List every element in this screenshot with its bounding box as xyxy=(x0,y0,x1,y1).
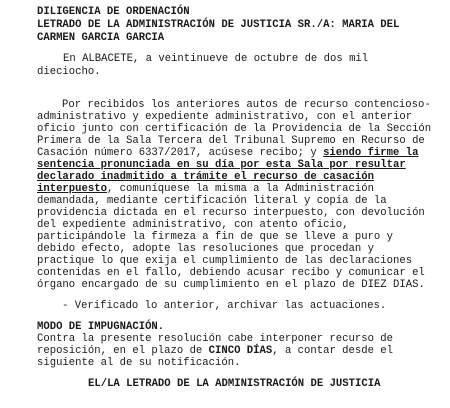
deadline-text: CINCO DÍAS xyxy=(208,345,273,357)
body-line: Por recibidos los anteriores autos de recurso contencioso- xyxy=(62,99,431,111)
body-text: Casación número 6337/2017, acúsese recibo; y xyxy=(37,147,324,159)
impugnacion-line: Contra la presente resolución cabe interponer recurso de xyxy=(37,333,394,345)
body-line: órgano encargado de su cumplimiento en el plazo de DIEZ DIAS. xyxy=(37,279,425,291)
impugnacion-text: , a contar desde el xyxy=(272,345,394,357)
body-line: debido efecto, adopte las resoluciones que procedan y xyxy=(37,243,374,255)
body-line xyxy=(37,147,418,160)
body-line: administrativo y expediente administrativo, con el anterior xyxy=(37,111,413,123)
body-line xyxy=(37,183,374,196)
body-line: contenidas en el fallo, debiendo acusar recibo y comunicar el xyxy=(37,267,425,279)
heading-line-3: CARMEN GARCIA GARCIA xyxy=(37,32,165,44)
date-line-2: dieciocho. xyxy=(37,66,101,78)
signature-line: EL/LA LETRADO DE LA ADMINISTRACIÓN DE JUSTICIA xyxy=(88,378,381,390)
highlighted-text: interpuesto xyxy=(37,183,107,195)
highlighted-text: sentencia pronunciada en su día por esta Sala por resultar xyxy=(37,159,406,171)
impugnacion-line xyxy=(37,345,393,358)
body-line: providencia dictada en el recurso interpuesto, con devolución xyxy=(37,207,425,219)
body-line: participándole la firmeza a fin de que se lleve a puro y xyxy=(37,231,394,243)
verified-note: - Verificado lo anterior, archivar las actuaciones. xyxy=(62,300,387,312)
impugnacion-line: siguiente al de su notificación. xyxy=(37,357,241,369)
heading-line-2: LETRADO DE LA ADMINISTRACIÓN DE JUSTICIA SR./A: MARIA DEL xyxy=(37,19,400,31)
body-text: , comuníquese la misma a la Administración xyxy=(106,183,374,195)
body-line: del expediente administrativo, con atento oficio, xyxy=(37,219,349,231)
body-line: demandada, mediante certificación literal y copia de la xyxy=(37,195,387,207)
impugnacion-title: MODO DE IMPUGNACIÓN. xyxy=(37,321,165,333)
body-line: oficio junto con certificación de la Providencia de la Sección xyxy=(37,123,432,135)
body-line: practique lo que exija el cumplimiento de las declaraciones xyxy=(37,255,413,267)
date-line-1: En ALBACETE, a veintinueve de octubre de dos mil xyxy=(63,53,369,65)
highlighted-text: declarado inadmitido a trámite el recurso de casación xyxy=(37,171,374,183)
impugnacion-text: reposición, en el plazo de xyxy=(37,345,209,357)
highlighted-text: siendo firme la xyxy=(323,147,419,159)
heading-line-1: DILIGENCIA DE ORDENACIÓN xyxy=(37,6,190,18)
body-line: Primera de la Sala Tercera del Tribunal Supremo en Recurso de xyxy=(37,135,425,147)
